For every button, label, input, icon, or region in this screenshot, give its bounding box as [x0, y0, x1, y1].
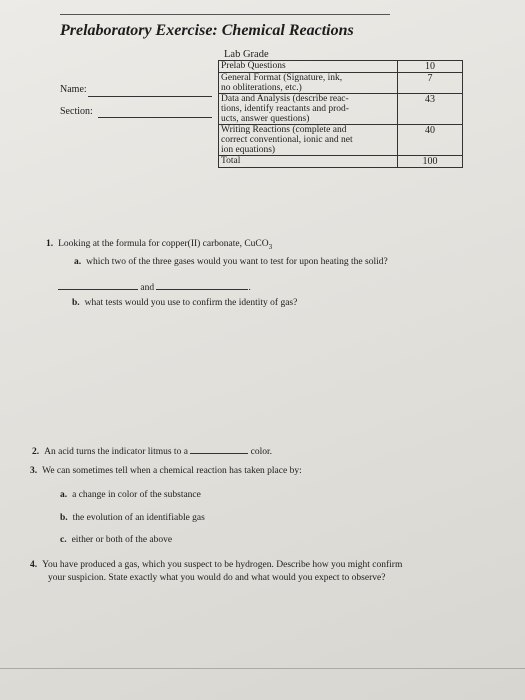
page-bottom-edge [0, 668, 525, 669]
question-1a [74, 257, 388, 267]
option-text: a change in color of the substance [72, 490, 201, 500]
grade-points: 43 [398, 94, 463, 125]
option-text: the evolution of an identifiable gas [72, 513, 205, 523]
section-field[interactable] [98, 117, 212, 118]
question-4-continued [48, 573, 385, 583]
criterion-line: tions, identify reactants and prod- [221, 104, 349, 114]
question-number: 4. [30, 560, 38, 570]
question-number: 3. [30, 466, 38, 476]
grade-table [218, 60, 463, 168]
question-number: 2. [32, 447, 40, 457]
question-letter: b. [72, 298, 80, 308]
question-1b [72, 298, 297, 308]
question-3 [30, 466, 302, 476]
lab-grade-heading: Lab Grade [224, 49, 269, 60]
grade-criterion [219, 73, 398, 94]
grade-points: 100 [398, 156, 463, 168]
grade-row [219, 94, 463, 125]
criterion-line: Total [221, 156, 241, 166]
question-4 [30, 560, 402, 570]
criterion-line: Prelab Questions [221, 61, 286, 71]
name-label: Name: [60, 84, 87, 95]
question-number: 1. [46, 239, 54, 249]
question-text: what tests would you use to confirm the identity of gas? [84, 298, 298, 308]
option-3c [60, 535, 172, 545]
gas-2-blank[interactable] [156, 281, 248, 290]
question-text: Looking at the formula for copper(II) carbonate, CuCO [58, 239, 269, 249]
criterion-line: ucts, answer questions) [221, 114, 310, 124]
grade-criterion [219, 125, 398, 156]
criterion-line: Writing Reactions (complete and [221, 125, 347, 135]
name-field[interactable] [88, 96, 212, 97]
question-text: We can sometimes tell when a chemical reaction has taken place by: [42, 466, 302, 476]
question-2 [32, 445, 272, 457]
grade-points: 7 [398, 73, 463, 94]
grade-points: 10 [398, 61, 463, 73]
grade-criterion [219, 61, 398, 73]
gas-1-blank[interactable] [58, 281, 138, 290]
question-letter: a. [74, 257, 82, 267]
criterion-line: General Format (Signature, ink, [221, 73, 343, 83]
option-text: either or both of the above [71, 535, 173, 545]
period: . [248, 283, 251, 293]
grade-row [219, 73, 463, 94]
top-rule [60, 14, 390, 15]
question-text: which two of the three gases would you want to test for upon heating the solid? [86, 257, 388, 267]
criterion-line: correct conventional, ionic and net [221, 135, 353, 145]
grade-criterion [219, 156, 398, 168]
section-label: Section: [60, 106, 93, 117]
grade-points: 40 [398, 125, 463, 156]
question-text-end: color. [250, 447, 273, 457]
question-1 [46, 239, 272, 251]
grade-row [219, 61, 463, 73]
and-word: and [140, 283, 155, 293]
question-text: An acid turns the indicator litmus to a [44, 447, 188, 457]
grade-criterion [219, 94, 398, 125]
grade-row [219, 156, 463, 168]
gas-answer-line [58, 281, 251, 293]
option-letter: a. [60, 490, 68, 500]
option-3a [60, 490, 201, 500]
page-title: Prelaboratory Exercise: Chemical Reactions [60, 22, 354, 39]
option-letter: c. [60, 535, 67, 545]
criterion-line: Data and Analysis (describe reac- [221, 94, 349, 104]
criterion-line: ion equations) [221, 145, 276, 155]
criterion-line: no obliterations, etc.) [221, 83, 302, 93]
question-text-line-1: You have produced a gas, which you suspect to be hydrogen. Describe how you might confirm [42, 560, 403, 570]
question-text-line-2: your suspicion. State exactly what you would do and what would you expect to observe? [48, 573, 386, 583]
option-letter: b. [60, 513, 68, 523]
litmus-color-blank[interactable] [190, 445, 248, 454]
option-3b [60, 513, 205, 523]
grade-row [219, 125, 463, 156]
formula-subscript: 3 [268, 242, 273, 251]
